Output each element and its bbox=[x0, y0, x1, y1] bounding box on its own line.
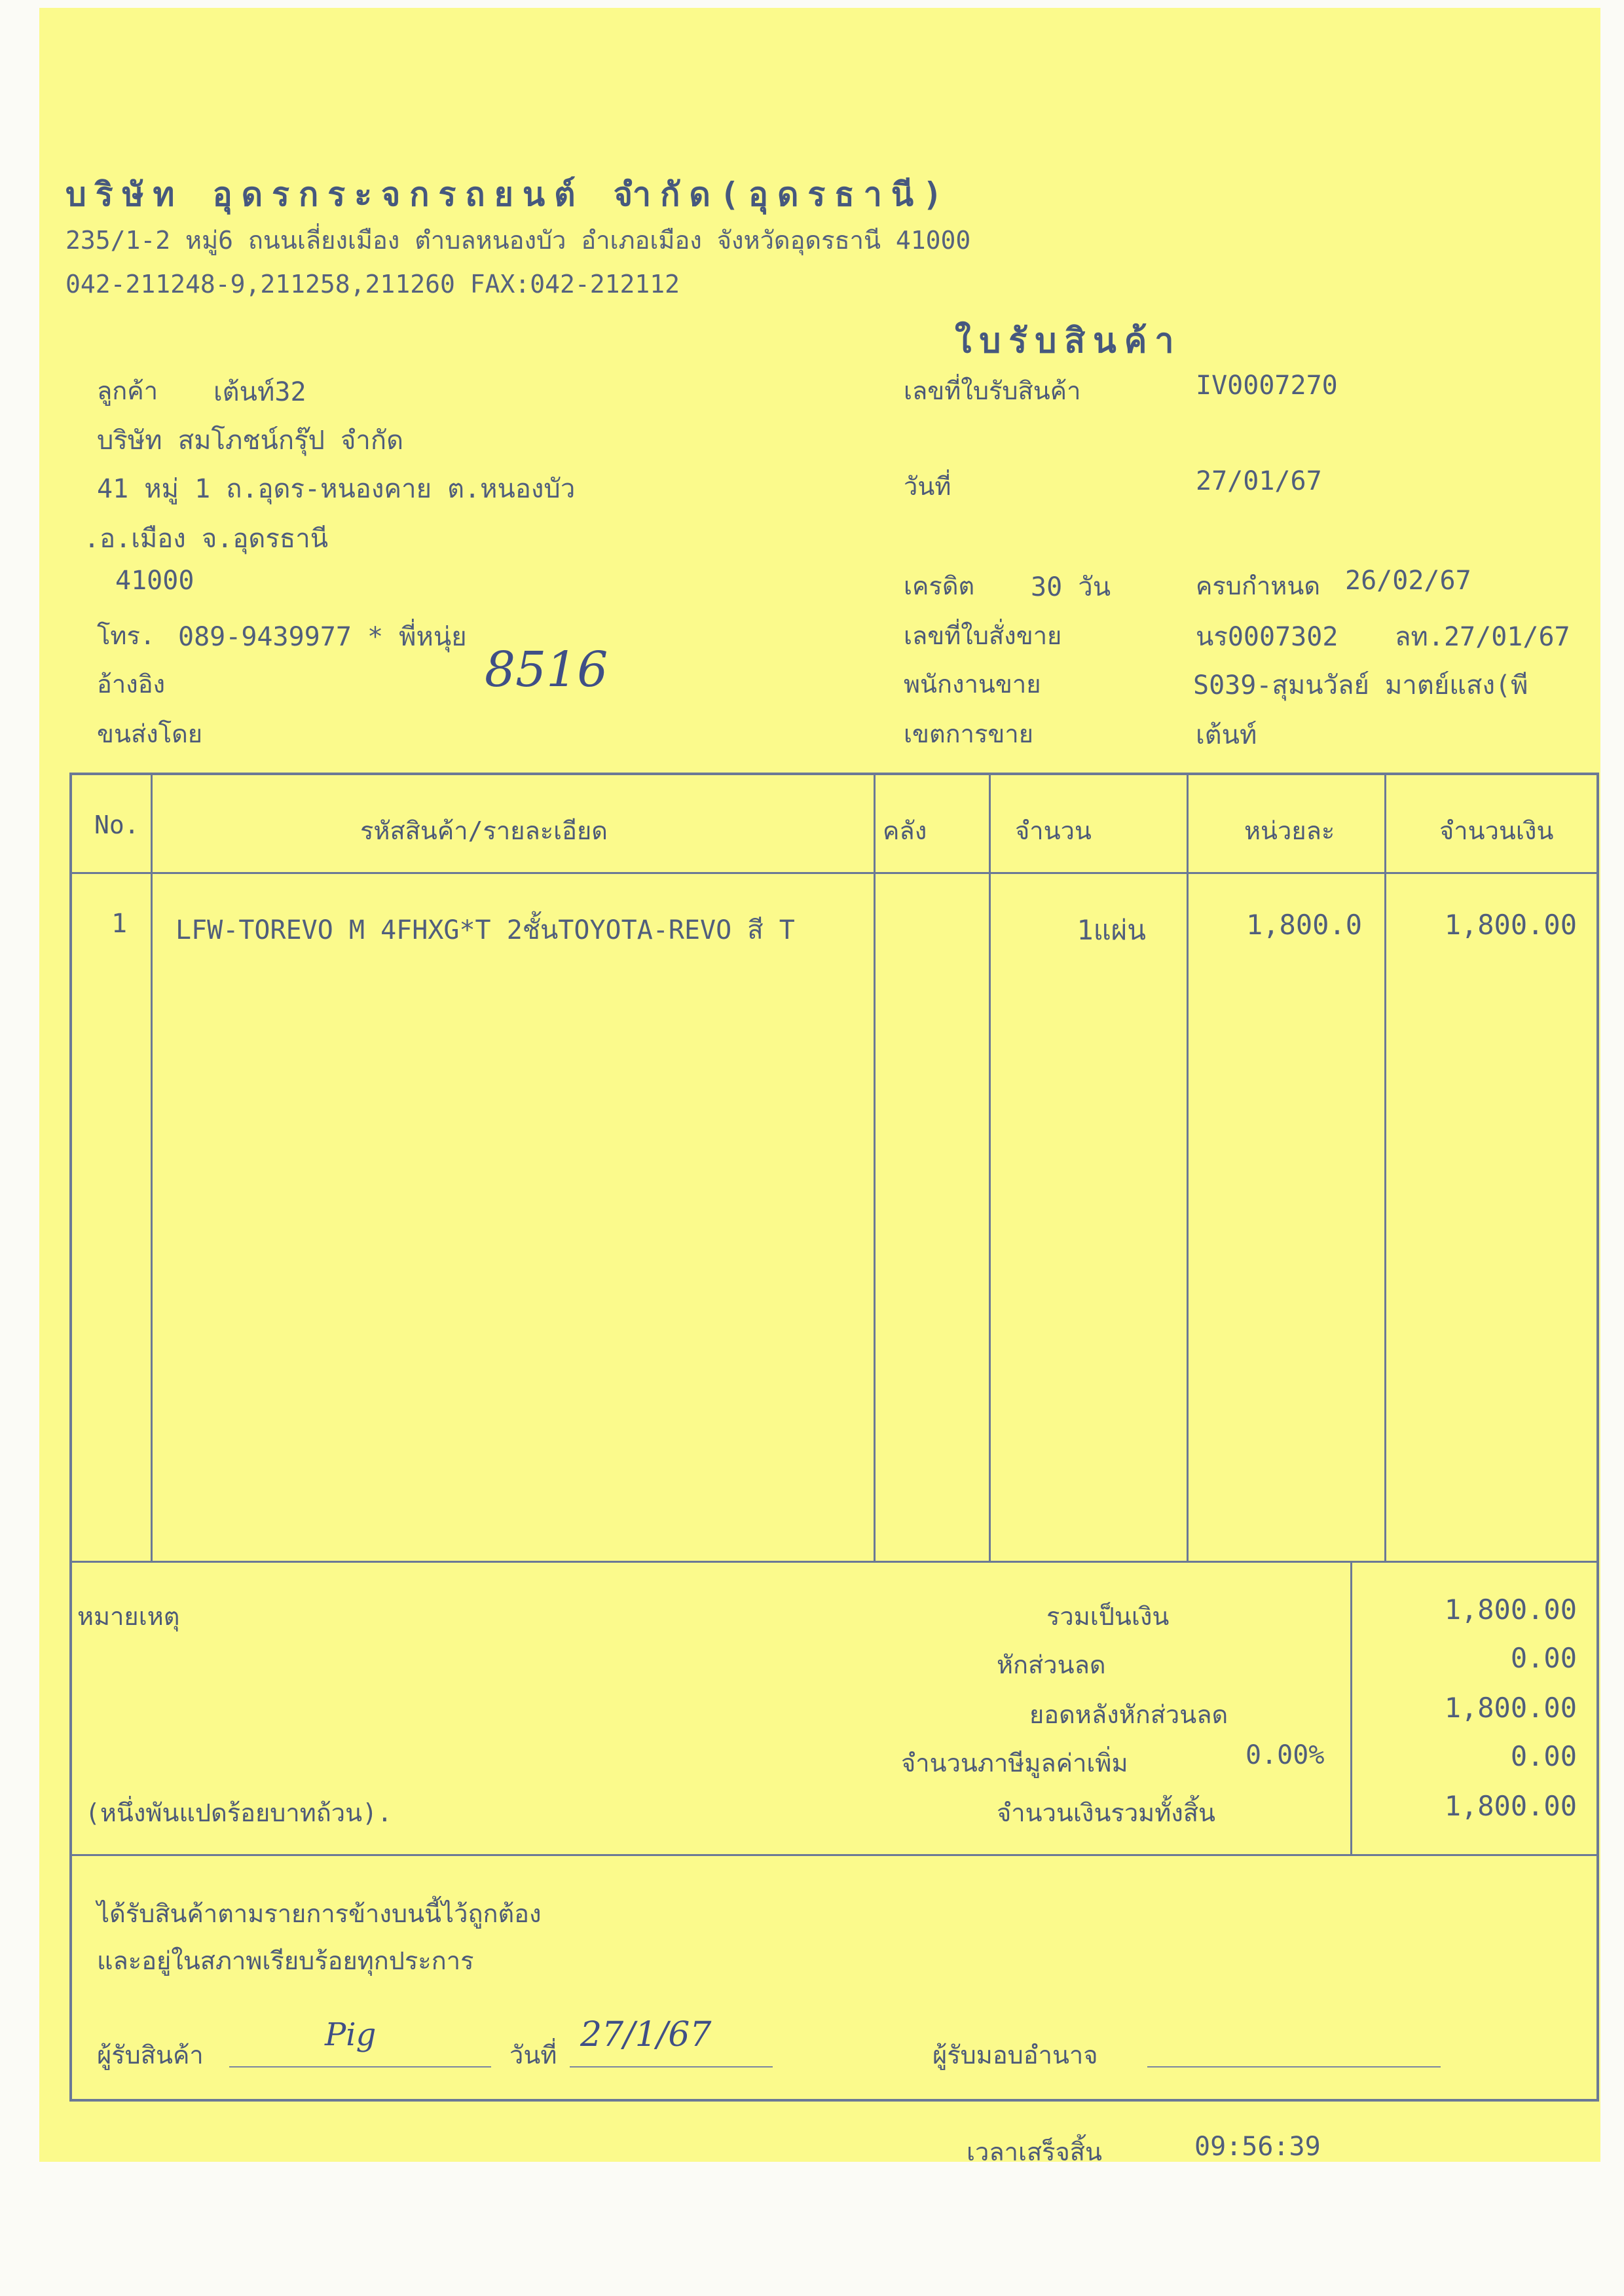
remark-label: หมายเหตุ bbox=[77, 1602, 180, 1631]
subtotal: 1,800.00 bbox=[1444, 1594, 1577, 1626]
order-no: นร0007302 bbox=[1196, 622, 1338, 652]
authorized-signature-line bbox=[1147, 2066, 1441, 2068]
row-item: LFW-TOREVO M 4FHXG*T 2ชั้นTOYOTA-REVO สี T bbox=[175, 915, 795, 945]
header-amount: จำนวนเงิน bbox=[1439, 816, 1554, 845]
header-qty: จำนวน bbox=[1015, 816, 1092, 845]
header-unit-price: หน่วยละ bbox=[1244, 816, 1335, 845]
header-warehouse: คลัง bbox=[883, 816, 927, 845]
receipt-no-label: เลขที่ใบรับสินค้า bbox=[904, 376, 1081, 405]
column-divider-5 bbox=[1384, 773, 1386, 1561]
order-date: ลท.27/01/67 bbox=[1395, 622, 1570, 652]
completed-label: เวลาเสร็จสิ้น bbox=[967, 2138, 1102, 2166]
company-phone: 042-211248-9,211258,211260 FAX:042-212112 bbox=[65, 270, 680, 299]
due-date: 26/02/67 bbox=[1345, 566, 1471, 596]
totals-column-divider bbox=[1350, 1561, 1352, 1854]
document-title: ใบรับสินค้า bbox=[955, 321, 1182, 361]
grand-total: 1,800.00 bbox=[1444, 1790, 1577, 1822]
due-label: ครบกำหนด bbox=[1196, 572, 1320, 600]
zone-label: เขตการขาย bbox=[904, 720, 1033, 748]
completed-time: 09:56:39 bbox=[1194, 2132, 1321, 2162]
totals-bottom-divider bbox=[69, 1854, 1599, 1856]
receiver-signature-line bbox=[229, 2066, 491, 2068]
order-no-label: เลขที่ใบสั่งขาย bbox=[904, 621, 1062, 650]
row-qty: 1แผ่น bbox=[1077, 914, 1146, 946]
shipped-by-label: ขนส่งโดย bbox=[97, 720, 203, 748]
reference-handwritten-note: 8516 bbox=[485, 642, 608, 698]
customer-address-2: .อ.เมือง จ.อุดรธานี bbox=[84, 524, 329, 554]
column-divider-1 bbox=[151, 773, 153, 1561]
row-no: 1 bbox=[111, 909, 128, 939]
receipt-date-handwritten: 27/1/67 bbox=[580, 2015, 712, 2054]
discount: 0.00 bbox=[1510, 1642, 1577, 1674]
subtotal-label: รวมเป็นเงิน bbox=[1046, 1602, 1170, 1631]
company-name: บริษัท อุดรกระจกรถยนต์ จำกัด(อุดรธานี) bbox=[65, 175, 952, 213]
date-label: วันที่ bbox=[904, 472, 951, 501]
customer-code: เต้นท์32 bbox=[213, 377, 306, 407]
after-discount: 1,800.00 bbox=[1444, 1692, 1577, 1724]
receipt-statement-2: และอยู่ในสภาพเรียบร้อยทุกประการ bbox=[97, 1946, 474, 1975]
amount-in-words: (หนึ่งพันแปดร้อยบาทถ้วน). bbox=[85, 1798, 392, 1827]
authorized-label: ผู้รับมอบอำนาจ bbox=[932, 2041, 1098, 2069]
items-bottom-divider bbox=[69, 1561, 1599, 1563]
receipt-date-line bbox=[570, 2066, 773, 2068]
customer-label: ลูกค้า bbox=[97, 376, 158, 405]
customer-address-1: 41 หมู่ 1 ถ.อุดร-หนองคาย ต.หนองบัว bbox=[97, 474, 576, 504]
row-amount: 1,800.00 bbox=[1444, 909, 1577, 941]
grand-total-label: จำนวนเงินรวมทั้งสิ้น bbox=[997, 1798, 1215, 1827]
vat-label: จำนวนภาษีมูลค่าเพิ่ม bbox=[901, 1749, 1128, 1777]
after-discount-label: ยอดหลังหักส่วนลด bbox=[1029, 1700, 1228, 1729]
receipt-statement-1: ได้รับสินค้าตามรายการข้างบนนี้ไว้ถูกต้อง bbox=[97, 1899, 542, 1928]
column-divider-2 bbox=[874, 773, 876, 1561]
salesperson: S039-สุมนวัลย์ มาตย์แสง(พี bbox=[1193, 670, 1528, 701]
company-address: 235/1-2 หมู่6 ถนนเลี่ยงเมือง ตำบลหนองบัว อำเภอเมือง จังหวัดอุดรธานี 41000 bbox=[65, 226, 971, 255]
receipt-no: IV0007270 bbox=[1196, 371, 1338, 401]
customer-name: บริษัท สมโภชน์กรุ๊ป จำกัด bbox=[97, 426, 404, 456]
customer-phone: 089-9439977 * พี่หนุ่ย bbox=[178, 622, 467, 652]
vat: 0.00 bbox=[1510, 1740, 1577, 1772]
header-item: รหัสสินค้า/รายละเอียด bbox=[360, 816, 608, 845]
receipt-date-label: วันที่ bbox=[509, 2041, 557, 2069]
header-divider bbox=[69, 872, 1599, 874]
date-value: 27/01/67 bbox=[1196, 466, 1322, 496]
column-divider-3 bbox=[989, 773, 991, 1561]
reference-label: อ้างอิง bbox=[97, 670, 166, 699]
header-no: No. bbox=[94, 811, 139, 839]
customer-postcode: 41000 bbox=[115, 566, 194, 596]
receiver-label: ผู้รับสินค้า bbox=[97, 2041, 204, 2069]
column-divider-4 bbox=[1187, 773, 1189, 1561]
salesperson-label: พนักงานขาย bbox=[904, 670, 1041, 699]
row-unit-price: 1,800.0 bbox=[1246, 909, 1362, 941]
zone: เต้นท์ bbox=[1196, 720, 1257, 750]
vat-rate: 0.00% bbox=[1246, 1740, 1325, 1770]
credit-value: 30 วัน bbox=[1031, 572, 1111, 602]
customer-phone-label: โทร. bbox=[97, 621, 155, 650]
credit-label: เครดิต bbox=[904, 572, 975, 600]
discount-label: หักส่วนลด bbox=[997, 1650, 1106, 1679]
receiver-signature: Pig bbox=[325, 2016, 377, 2053]
